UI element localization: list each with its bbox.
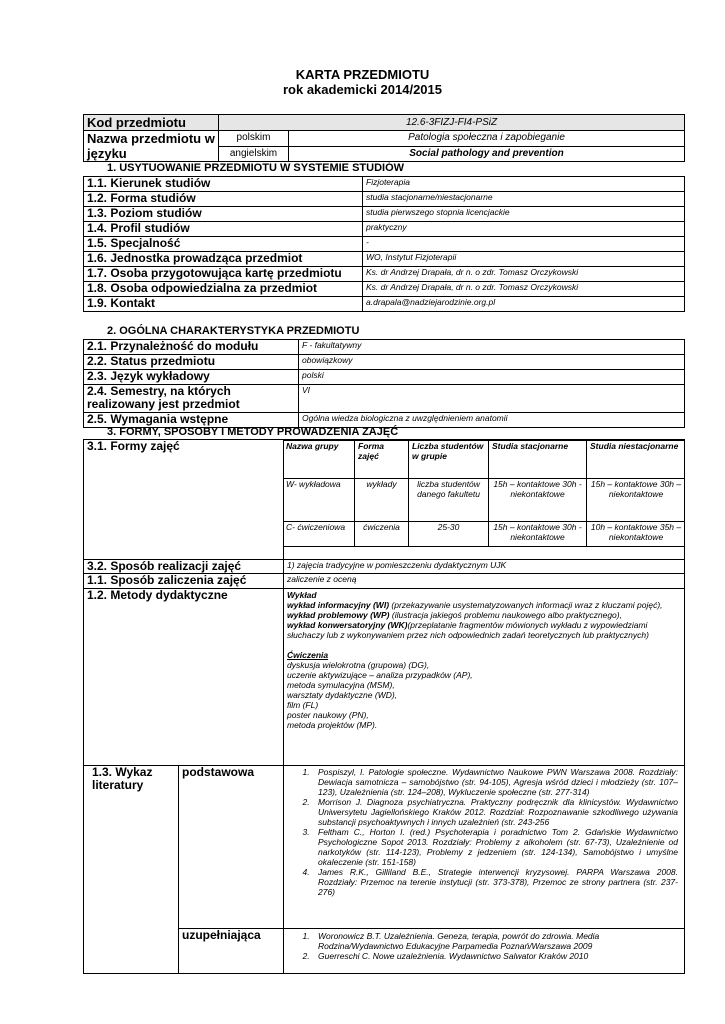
row-label: 1.4. Profil studiów <box>84 222 363 237</box>
row-label: 2.1. Przynależność do modułu <box>84 340 299 355</box>
cw-item: film (FL) <box>287 700 319 710</box>
group-count: 25-30 <box>409 522 489 547</box>
formy-label: 3.1. Formy zajęć <box>84 440 284 560</box>
kod-value: 12.6-3FIZJ-FI4-PSiZ <box>219 115 685 131</box>
header-niestac: Studia niestacjonarne <box>587 441 685 479</box>
lit-podst-label: podstawowa <box>179 766 284 929</box>
row-value: F - fakultatywny <box>299 340 685 355</box>
cw-item: warsztaty dydaktyczne (WD), <box>287 690 398 700</box>
row-value: - <box>363 237 685 252</box>
group-niestac: 15h – kontaktowe 30h – niekontaktowe <box>587 479 685 522</box>
pl-label: polskim <box>219 131 289 147</box>
academic-year: rok akademicki 2014/2015 <box>282 82 442 97</box>
cw-item: uczenie aktywizujące – analiza przypadków (AP), <box>287 670 473 680</box>
row-value: Ks. dr Andrzej Drapała, dr n. o zdr. Tomasz Orczykowski <box>363 267 685 282</box>
subject-code-table <box>83 114 685 162</box>
row-label: 1.8. Osoba odpowiedzialna za przedmiot <box>84 282 363 297</box>
en-value: Social pathology and prevention <box>289 146 685 162</box>
cw-item: poster naukowy (PN), <box>287 710 369 720</box>
zalicz-value: zaliczenie z oceną <box>284 574 685 589</box>
row-label: 1.3. Poziom studiów <box>84 207 363 222</box>
row-value: polski <box>299 370 685 385</box>
lit-uzup-cell <box>284 929 685 974</box>
row-value: studia pierwszego stopnia licencjackie <box>363 207 685 222</box>
pl-value: Patologia społeczna i zapobieganie <box>289 131 685 147</box>
section1-table <box>83 176 685 312</box>
cw-item: metoda symulacyjna (MSM), <box>287 680 395 690</box>
row-label: 1.5. Specjalność <box>84 237 363 252</box>
row-label: 1.1. Kierunek studiów <box>84 177 363 192</box>
sposob-value: 1) zajęcia tradycyjne w pomieszczeniu dydaktycznym UJK <box>284 560 685 574</box>
section3-table <box>83 439 685 974</box>
group-niestac: 10h – kontaktowe 35h – niekontaktowe <box>587 522 685 547</box>
row-value: praktyczny <box>363 222 685 237</box>
metody-label: 1.2. Metody dydaktyczne <box>84 589 284 766</box>
row-label: 1.7. Osoba przygotowująca kartę przedmiotu <box>84 267 363 282</box>
row-label: 2.2. Status przedmiotu <box>84 355 299 370</box>
document-title: KARTA PRZEDMIOTU <box>295 67 430 82</box>
lit-item: 4. James R.K., Gilliland B.E., Strategie interwencji kryzysowej. PARPA Warszawa 2008. Rozdziały: Przemoc na terenie instytucji (str. 373-378), Przemoc ze strony partnera (str. 237-276) <box>312 867 678 897</box>
formy-cell <box>284 440 685 560</box>
section2-title: 2. OGÓLNA CHARAKTERYSTYKA PRZEDMIOTU <box>107 325 360 337</box>
group-form: ćwiczenia <box>355 522 409 547</box>
row-label: 1.9. Kontakt <box>84 297 363 312</box>
group-form: wykłady <box>355 479 409 522</box>
section3-title: 3. FORMY, SPOSOBY I METODY PROWADZENIA ZAJĘĆ <box>107 426 399 438</box>
row-value: Fizjoterapia <box>363 177 685 192</box>
header-liczba: Liczba studentów w grupie <box>409 441 489 479</box>
en-label: angielskim <box>219 146 289 162</box>
cw-head: Ćwiczenia <box>287 650 329 660</box>
lit-item: 1. Pospiszyl, I. Patologie społeczne. Wydawnictwo Naukowe PWN Warszawa 2008. Rozdziały: Dewiacja samotnicza – samobójstwo (str. 94-105), Agresja wśród dzieci i młodzieży (str. 107–123), Uzależnienia (str. 124–208), Wykluczenie społeczne (str. 277-314) <box>312 767 678 797</box>
row-label: 1.6. Jednostka prowadząca przedmiot <box>84 252 363 267</box>
lit-uzup-label: uzupełniająca <box>179 929 284 974</box>
header-forma: Forma zajęć <box>355 441 409 479</box>
header-stac: Studia stacjonarne <box>489 441 587 479</box>
group-stac: 15h – kontaktowe 30h - niekontaktowe <box>489 522 587 547</box>
section1-title: 1. USYTUOWANIE PRZEDMIOTU W SYSTEMIE STUDIÓW <box>107 162 405 174</box>
nazwa-label: Nazwa przedmiotu w języku <box>84 131 219 162</box>
cw-item: metoda projektów (MP). <box>287 720 378 730</box>
lit-podst-cell <box>284 766 685 929</box>
cw-item: dyskusja wielokrotna (grupowa) (DG), <box>287 660 430 670</box>
groups-table <box>284 440 685 547</box>
group-stac: 15h – kontaktowe 30h - niekontaktowe <box>489 479 587 522</box>
group-name: C- ćwiczeniowa <box>284 522 355 547</box>
wyklad-head: Wykład <box>287 590 317 600</box>
row-label: 2.3. Język wykładowy <box>84 370 299 385</box>
wp-text: (ilustracja jakiegoś problemu naukowego albo praktycznego), <box>389 610 622 620</box>
row-value: studia stacjonarne/niestacjonarne <box>363 192 685 207</box>
row-value: Ogólna wiedza biologiczna z uwzględnieniem anatomii <box>299 413 685 428</box>
metody-cell <box>284 589 685 766</box>
lit-item: 2. Morrison J. Diagnoza psychiatryczna. Praktyczny podręcznik dla klinicystów. Wydawnictwo Uniwersytetu Jagiellońskiego Kraków 2012. Rozdział: Rozpoznawanie szkodliwego używania substancji psychoaktywnych i innych uzależnień (str. 243-256 <box>312 797 678 827</box>
lit-item: 3. Feltham C., Horton I. (red.) Psychoterapia i poradnictwo Tom 2. Gdańskie Wydawnictwo Psychologiczne Sopot 2013. Rozdziały: Problemy z alkoholem (str. 67-73), Uzależnienie od narkotyków (str. 114-123), Problemy z jedzeniem (str. 124-134), Samobójstwo i umyślne okaleczenie (str. 151-158) <box>312 827 678 867</box>
wk-label: wykład konwersatoryjny (WK) <box>287 620 408 630</box>
row-value: WO, Instytut Fizjoterapii <box>363 252 685 267</box>
row-value: VI <box>299 385 685 413</box>
sposob-label: 3.2. Sposób realizacji zajęć <box>84 560 284 574</box>
section2-table <box>83 339 685 428</box>
lit-item: 2. Guerreschi C. Nowe uzależnienia. Wydawnictwo Salwator Kraków 2010 <box>312 951 678 961</box>
wk-text: (przeplatanie fragmentów mówionych wykładu z wypowiedziami słuchaczy lub z wykonywaniem przez nich odpowiednich zadań teoretycznych lub praktycznych) <box>287 620 649 640</box>
row-value: a.drapala@nadziejarodzinie.org.pl <box>363 297 685 312</box>
zalicz-label: 1.1. Sposób zaliczenia zajęć <box>84 574 284 589</box>
wi-text: (przekazywanie usystematyzowanych informacji wraz z kluczami pojęć), <box>389 600 663 610</box>
row-value: Ks. dr Andrzej Drapała, dr n. o zdr. Tomasz Orczykowski <box>363 282 685 297</box>
wi-label: wykład informacyjny (WI) <box>287 600 390 610</box>
wp-label: wykład problemowy (WP) <box>287 610 390 620</box>
kod-label: Kod przedmiotu <box>84 115 219 131</box>
row-label: 1.2. Forma studiów <box>84 192 363 207</box>
row-label: 2.5. Wymagania wstępne <box>84 413 299 428</box>
row-label: 2.4. Semestry, na których realizowany jest przedmiot <box>84 385 299 413</box>
lit-label: 1.3. Wykaz literatury <box>84 766 179 974</box>
lit-item: 1. Woronowicz B.T. Uzależnienia. Geneza, terapia, powrót do zdrowia. Media Rodzina/Wydawnictwo Edukacyjne Parpamedia Poznań/Warszawa 2009 <box>312 931 678 951</box>
group-name: W- wykładowa <box>284 479 355 522</box>
header-nazwa: Nazwa grupy <box>284 441 355 479</box>
row-value: obowiązkowy <box>299 355 685 370</box>
group-count: liczba studentów danego fakultetu <box>409 479 489 522</box>
